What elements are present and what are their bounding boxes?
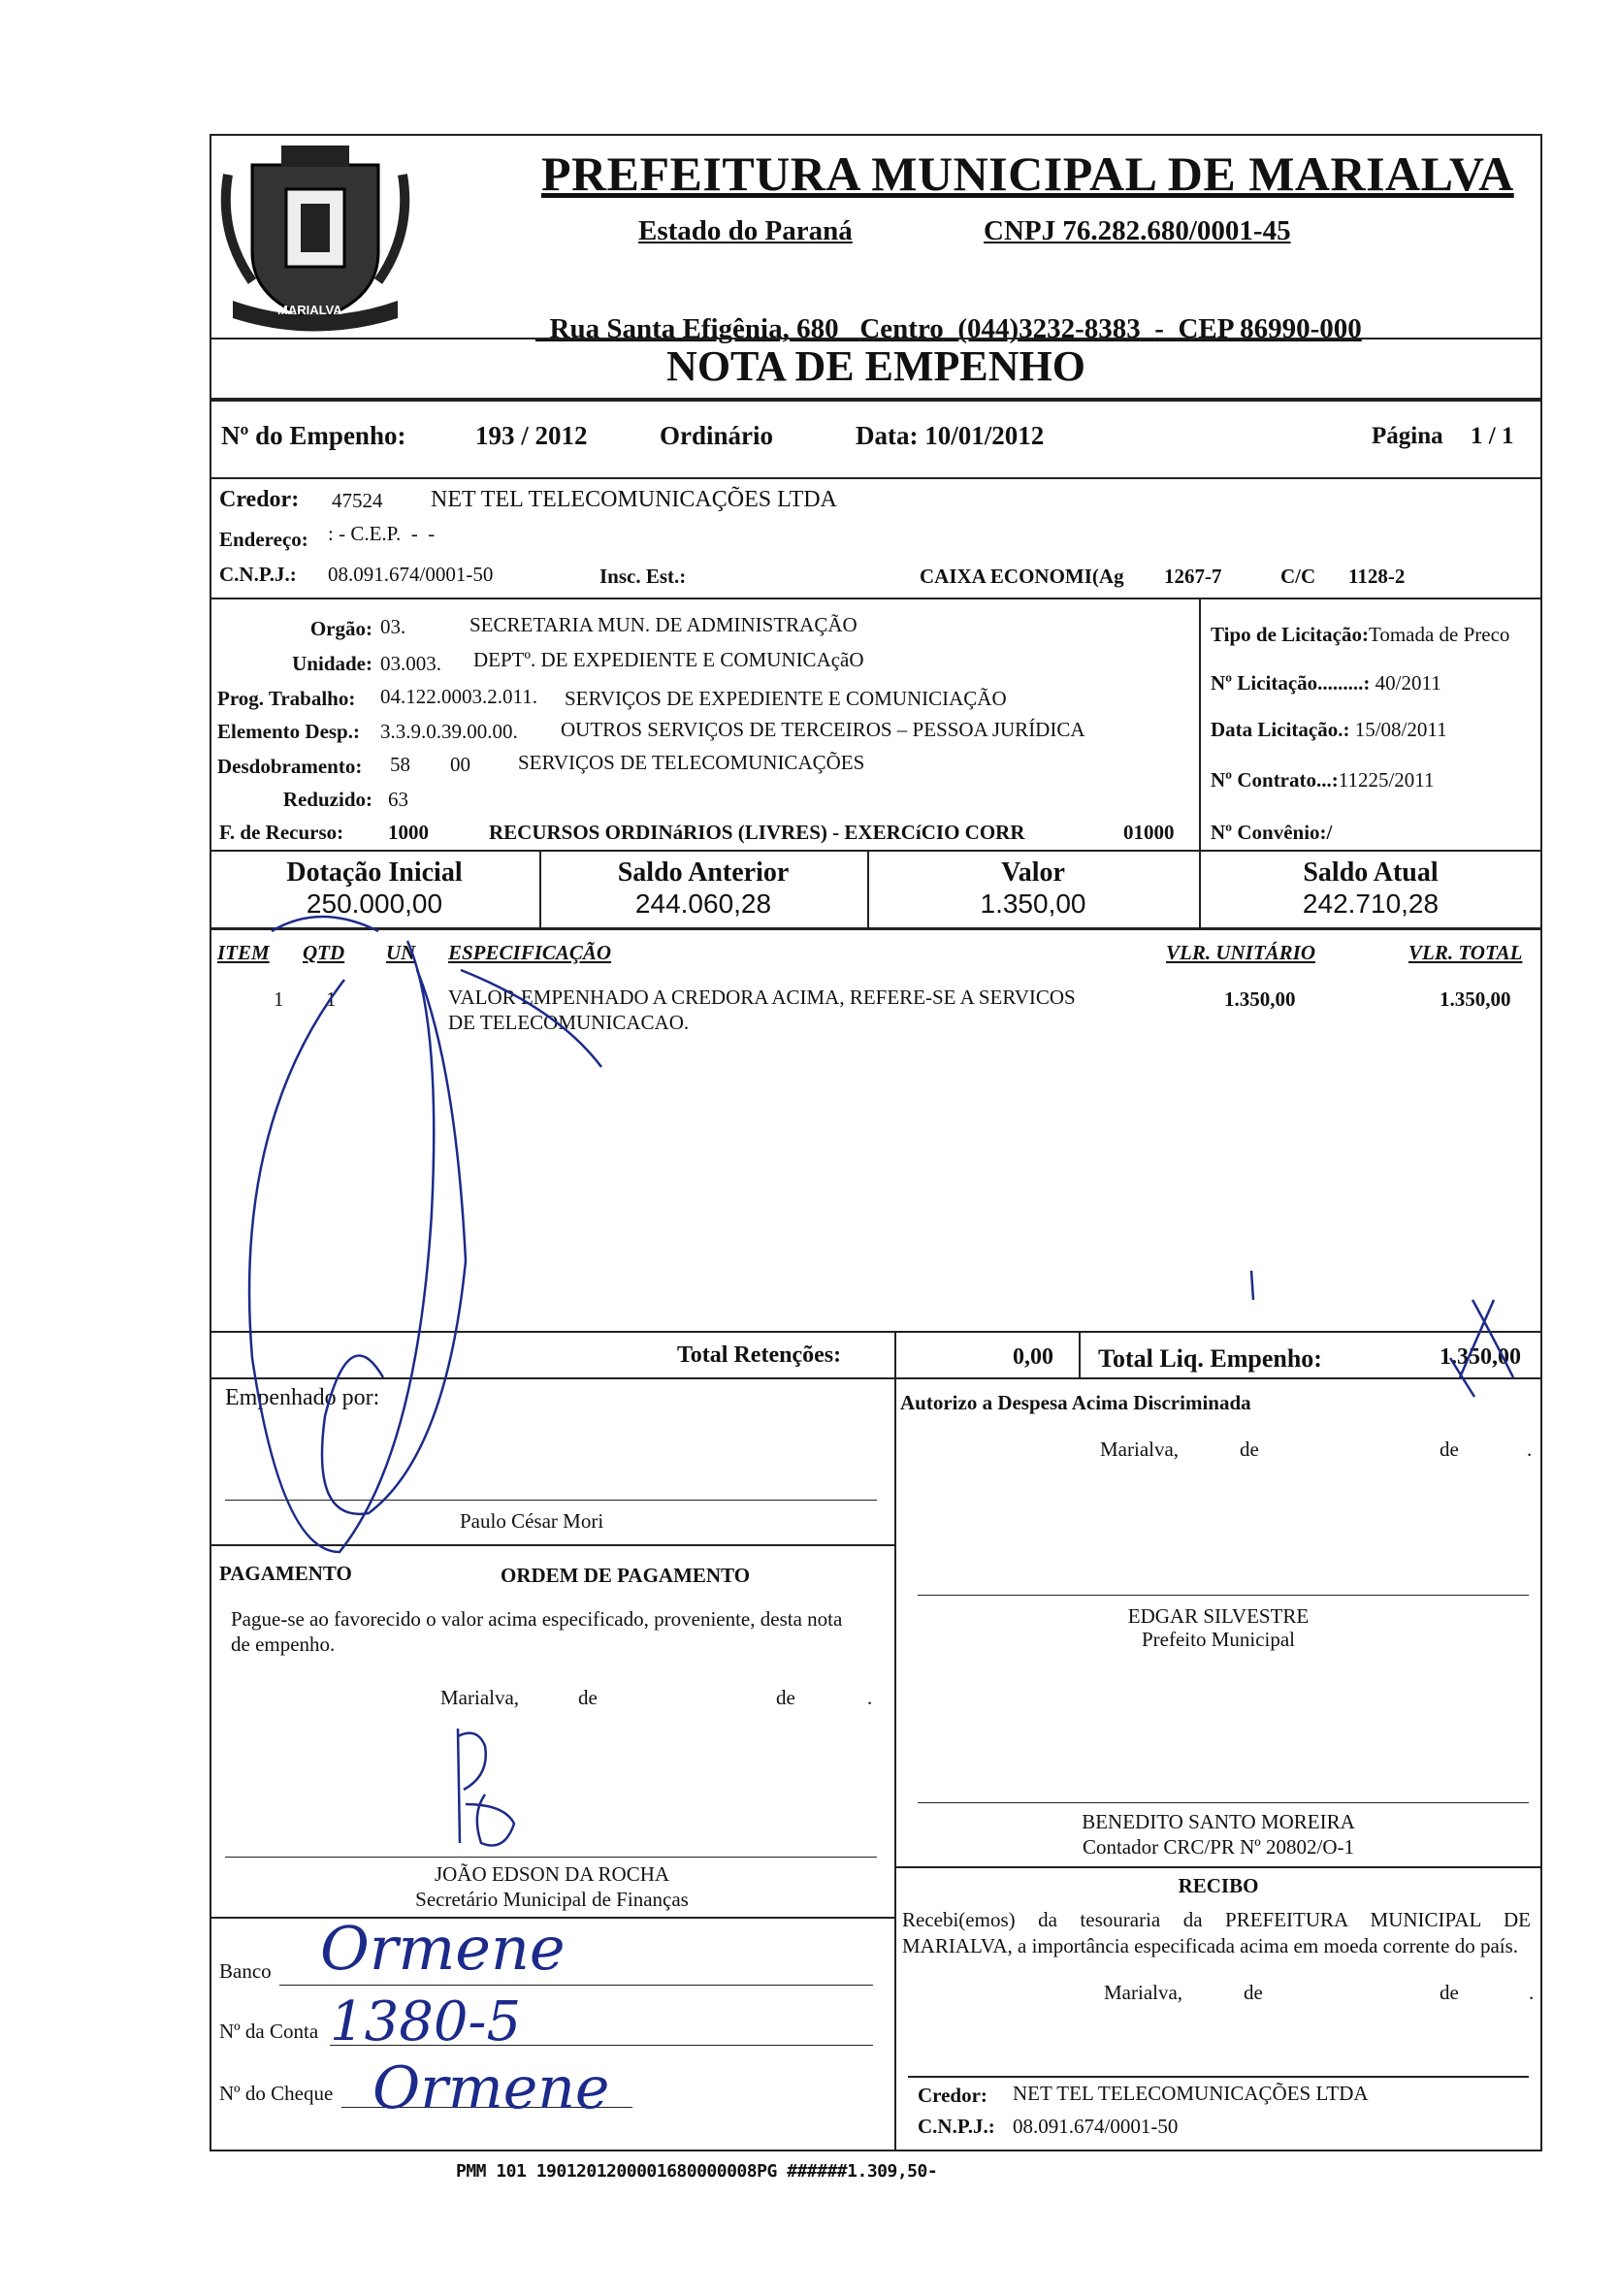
unidade-name: DEPTº. DE EXPEDIENTE E COMUNICAçãO <box>473 648 864 671</box>
contador-role: Contador CRC/PR Nº 20802/O-1 <box>1082 1835 1355 1859</box>
address-street: Rua Santa Efigênia, 680 <box>549 313 839 344</box>
autorizo-title: Autorizo a Despesa Acima Discriminada <box>900 1391 1251 1414</box>
bank-name: CAIXA ECONOMI(Ag <box>920 565 1124 588</box>
total-retencoes-value: 0,00 <box>1013 1344 1053 1370</box>
credor-code: 47524 <box>332 489 383 512</box>
pagamento-text: Pague-se ao favorecido o valor acima especificado, proveniente, desta nota de empenho. <box>231 1607 843 1656</box>
cc-label: C/C <box>1280 565 1316 588</box>
contador-name: BENEDITO SANTO MOREIRA <box>1082 1810 1355 1833</box>
reduzido-code: 63 <box>388 788 408 811</box>
dotacao-value: 250.000,00 <box>306 889 443 919</box>
pagamento-de2: de <box>776 1686 795 1709</box>
contrato-value: 11225/2011 <box>1338 768 1435 792</box>
page-label: Página <box>1372 423 1443 449</box>
saldo-anterior-value: 244.060,28 <box>634 889 772 919</box>
state-label: Estado do Paraná <box>638 215 853 246</box>
saldo-anterior-label: Saldo Anterior <box>617 857 790 888</box>
pagamento-label: PAGAMENTO <box>219 1562 352 1585</box>
item-number: 1 <box>274 987 284 1011</box>
endereco-value: : - C.E.P. - - <box>328 522 436 545</box>
valor-value: 1.350,00 <box>980 889 1086 919</box>
recibo-city: Marialva, <box>1104 1981 1183 2004</box>
cc-value: 1128-2 <box>1348 565 1406 588</box>
col-un: UN <box>386 941 416 964</box>
recibo-de1: de <box>1244 1981 1263 2004</box>
address-phone: (044)3232-8383 <box>957 313 1141 344</box>
tipo-licitacao-value: Tomada de Preco <box>1368 623 1510 646</box>
insc-label: Insc. Est.: <box>599 565 687 588</box>
recibo-title: RECIBO <box>1178 1874 1259 1897</box>
empenho-number: 193 / 2012 <box>475 421 588 450</box>
desd-sub: 00 <box>450 753 470 776</box>
recibo-cnpj-label: C.N.P.J.: <box>918 2115 995 2138</box>
item-total-value: 1.350,00 <box>1440 987 1511 1011</box>
col-qtd: QTD <box>303 941 345 964</box>
saldo-atual-value: 242.710,28 <box>1302 889 1440 919</box>
recibo-credor-label: Credor: <box>918 2084 987 2107</box>
col-total: VLR. TOTAL <box>1408 941 1523 964</box>
fonte-label: F. de Recurso: <box>219 821 344 844</box>
saldo-atual-label: Saldo Atual <box>1303 857 1439 888</box>
banco-label: Banco <box>219 1959 272 1983</box>
orgao-code: 03. <box>380 615 406 638</box>
elem-label: Elemento Desp.: <box>217 720 360 743</box>
recibo-credor: NET TEL TELECOMUNICAÇÕES LTDA <box>1013 2082 1369 2105</box>
page-title: PREFEITURA MUNICIPAL DE MARIALVA <box>541 146 1514 201</box>
credor-name: NET TEL TELECOMUNICAÇÕES LTDA <box>431 487 837 512</box>
ordem-pagamento-label: ORDEM DE PAGAMENTO <box>501 1564 751 1587</box>
item-spec-line1: VALOR EMPENHADO A CREDORA ACIMA, REFERE-SE A SERVICOS <box>448 986 1076 1009</box>
bank-agency: 1267-7 <box>1164 565 1222 588</box>
tipo-licitacao-text: Tipo de Licitação: <box>1211 623 1369 646</box>
empenho-kind: Ordinário <box>660 421 774 450</box>
logo-text: MARIALVA <box>277 303 342 317</box>
recibo-dot: . <box>1529 1981 1535 2004</box>
autorizo-de1: de <box>1240 1438 1259 1461</box>
elem-name: OUTROS SERVIÇOS DE TERCEIROS – PESSOA JURÍDICA <box>561 718 1085 741</box>
elem-code: 3.3.9.0.39.00.00. <box>380 720 518 743</box>
contrato-label: Nº Contrato...: <box>1211 768 1339 792</box>
empenhado-label: Empenhado por: <box>225 1385 380 1410</box>
document-title: NOTA DE EMPENHO <box>666 342 1085 390</box>
autorizo-city: Marialva, <box>1100 1438 1180 1461</box>
num-licitacao-label: Nº Licitação.........: <box>1211 671 1371 695</box>
cnpj-label-credor: C.N.P.J.: <box>219 563 297 586</box>
item-unit-value: 1.350,00 <box>1224 987 1296 1011</box>
reduzido-label: Reduzido: <box>282 788 372 811</box>
credor-cnpj: 08.091.674/0001-50 <box>328 563 494 586</box>
address-cep: CEP 86990-000 <box>1178 313 1362 344</box>
total-liq-label: Total Liq. Empenho: <box>1098 1344 1322 1373</box>
data-licitacao-value: 15/08/2011 <box>1354 718 1447 741</box>
recibo-cnpj: 08.091.674/0001-50 <box>1013 2115 1179 2138</box>
desd-code: 58 <box>390 753 410 776</box>
empenho-date: Data: 10/01/2012 <box>856 421 1045 450</box>
convenio-label: Nº Convênio:/ <box>1211 821 1333 844</box>
col-unit: VLR. UNITÁRIO <box>1166 941 1316 964</box>
recibo-text: Recebi(emos) da tesouraria da PREFEITURA MUNICIPAL DE MARIALVA, a importância especificada acima em moeda corrente do país. <box>902 1908 1531 1957</box>
prefeito-name: EDGAR SILVESTRE <box>1127 1604 1310 1628</box>
dotacao-label: Dotação Inicial <box>286 857 463 888</box>
page-number: 1 / 1 <box>1471 423 1514 449</box>
unidade-code: 03.003. <box>380 652 441 675</box>
desd-name: SERVIÇOS DE TELECOMUNICAÇÕES <box>518 751 865 774</box>
credor-label: Credor: <box>219 487 300 512</box>
endereco-label: Endereço: <box>219 528 308 551</box>
footer-code: PMM 101 1901201200001680000008PG ######1.309,50- <box>456 2161 938 2182</box>
secretario-role: Secretário Municipal de Finanças <box>415 1888 689 1911</box>
empenhado-name: Paulo César Mori <box>460 1509 604 1533</box>
prog-code: 04.122.0003.2.011. <box>380 685 537 708</box>
col-item: ITEM <box>217 941 270 964</box>
orgao-label: Orgão: <box>309 617 372 640</box>
unidade-label: Unidade: <box>292 652 372 675</box>
item-spec-line2: DE TELECOMUNICACAO. <box>448 1011 690 1034</box>
secretario-name: JOÃO EDSON DA ROCHA <box>434 1862 670 1886</box>
num-licitacao-value: 40/2011 <box>1375 671 1441 695</box>
fonte-name: RECURSOS ORDINáRIOS (LIVRES) - EXERCíCIO CORR <box>489 821 1025 844</box>
pagamento-dot: . <box>867 1686 873 1709</box>
banco-handwritten: Ormene <box>320 1913 566 1984</box>
conta-handwritten: 1380-5 <box>330 1990 522 2053</box>
address-sep: - <box>1154 313 1164 344</box>
cheque-handwritten: Ormene <box>372 2054 610 2122</box>
col-spec: ESPECIFICAÇÃO <box>448 941 612 964</box>
conta-label: Nº da Conta <box>219 2020 319 2043</box>
fonte-num: 01000 <box>1123 821 1175 844</box>
desd-label: Desdobramento: <box>217 755 363 778</box>
data-licitacao-label: Data Licitação.: <box>1211 718 1350 741</box>
autorizo-de2: de <box>1440 1438 1459 1461</box>
valor-label: Valor <box>1001 857 1065 888</box>
address-district: Centro <box>859 313 944 344</box>
prog-label: Prog. Trabalho: <box>217 687 356 710</box>
recibo-de2: de <box>1440 1981 1459 2004</box>
pagamento-city: Marialva, <box>440 1686 520 1709</box>
orgao-name: SECRETARIA MUN. DE ADMINISTRAÇÃO <box>469 613 858 636</box>
cheque-label: Nº do Cheque <box>219 2082 334 2105</box>
total-liq-value: 1.350,00 <box>1440 1344 1521 1370</box>
empenho-label: Nº do Empenho: <box>221 421 406 450</box>
prog-name: SERVIÇOS DE EXPEDIENTE E COMUNICIAÇÃO <box>565 687 1007 710</box>
fonte-code: 1000 <box>388 821 429 844</box>
total-retencoes-label: Total Retenções: <box>677 1342 842 1368</box>
prefeito-role: Prefeito Municipal <box>1141 1628 1296 1651</box>
cnpj-label: CNPJ 76.282.680/0001-45 <box>984 215 1291 246</box>
item-qtd: 1 <box>326 987 337 1011</box>
autorizo-dot: . <box>1527 1438 1533 1461</box>
pagamento-de1: de <box>578 1686 598 1709</box>
